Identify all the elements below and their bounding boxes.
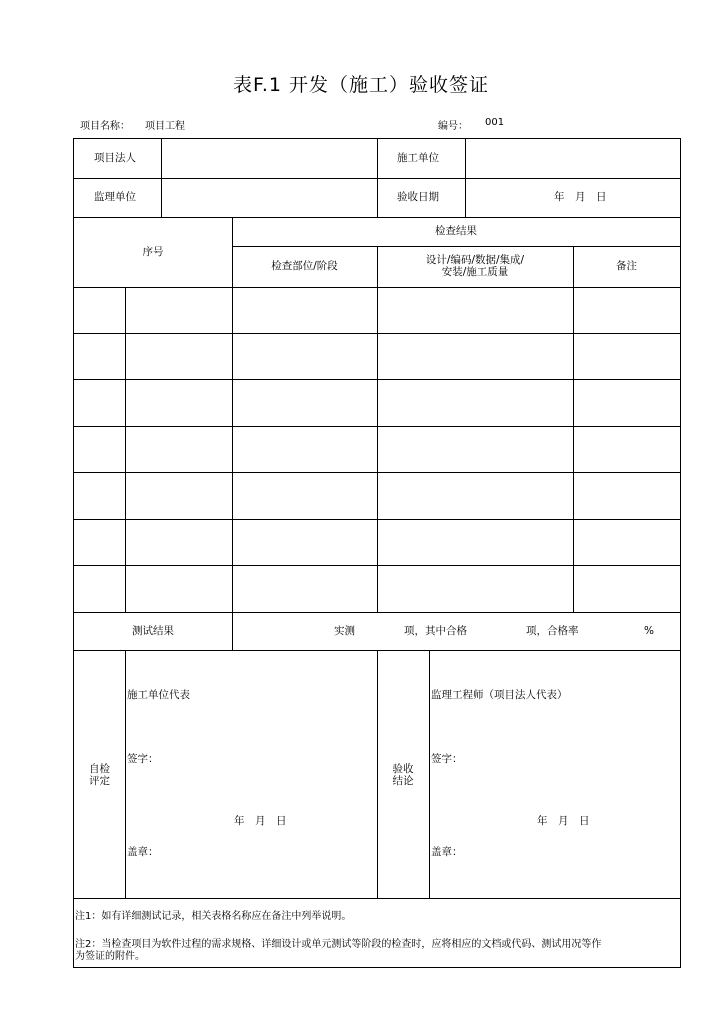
note-2-line1: 注2：当检查项目为软件过程的需求规格、详细设计或单元测试等阶段的检查时，应将相应的文档或代码、测试用况等作 xyxy=(75,939,602,950)
self-eval-seal: 盖章： xyxy=(127,846,159,858)
construction-unit-label: 施工单位 xyxy=(397,152,439,164)
self-eval-rep: 施工单位代表 xyxy=(127,689,190,701)
note-2-line2: 为签证的附件。 xyxy=(75,951,145,962)
note-1: 注1：如有详细测试记录，相关表格名称应在备注中列举说明。 xyxy=(75,911,352,922)
legal-person-label: 项目法人 xyxy=(94,152,136,164)
supervision-unit-label: 监理单位 xyxy=(94,191,136,203)
seq-header: 序号 xyxy=(142,246,164,258)
test-pass-label: 项，其中合格 xyxy=(404,625,467,637)
acceptance-date-value[interactable]: 年 月 日 xyxy=(554,191,607,203)
quality-header-line2: 安装/施工质量 xyxy=(441,266,509,278)
test-measured-label: 实测 xyxy=(334,625,355,637)
part-header: 检查部位/阶段 xyxy=(271,260,338,272)
acceptance-label-line2: 结论 xyxy=(392,775,414,787)
remark-header: 备注 xyxy=(616,260,637,272)
result-header: 检查结果 xyxy=(435,225,477,237)
self-eval-sign: 签字： xyxy=(127,753,159,765)
test-result-label: 测试结果 xyxy=(132,625,174,637)
test-percent-label: % xyxy=(644,625,654,637)
quality-header-line1: 设计/编码/数据/集成/ xyxy=(425,254,525,266)
supervision-unit-field[interactable] xyxy=(162,179,376,216)
acceptance-rep: 监理工程师（项目法人代表） xyxy=(431,689,568,701)
test-rate-label: 项，合格率 xyxy=(526,625,579,637)
acceptance-date: 年 月 日 xyxy=(537,815,590,827)
self-eval-label-line1: 自检 xyxy=(89,763,110,775)
project-name-value: 项目工程 xyxy=(145,121,185,132)
construction-unit-field[interactable] xyxy=(466,140,679,177)
project-name-label: 项目名称： xyxy=(80,121,130,132)
self-eval-date: 年 月 日 xyxy=(234,815,287,827)
page-title: 表F.1 开发（施工）验收签证 xyxy=(232,74,490,96)
acceptance-label-line1: 验收 xyxy=(392,763,414,775)
acceptance-form xyxy=(73,138,681,968)
acceptance-seal: 盖章： xyxy=(431,846,463,858)
self-eval-label-line2: 评定 xyxy=(89,775,110,787)
number-label: 编号： xyxy=(438,121,468,132)
acceptance-date-label: 验收日期 xyxy=(397,191,439,203)
legal-person-field[interactable] xyxy=(162,140,376,177)
number-value: 001 xyxy=(485,117,505,128)
acceptance-sign: 签字： xyxy=(431,753,463,765)
